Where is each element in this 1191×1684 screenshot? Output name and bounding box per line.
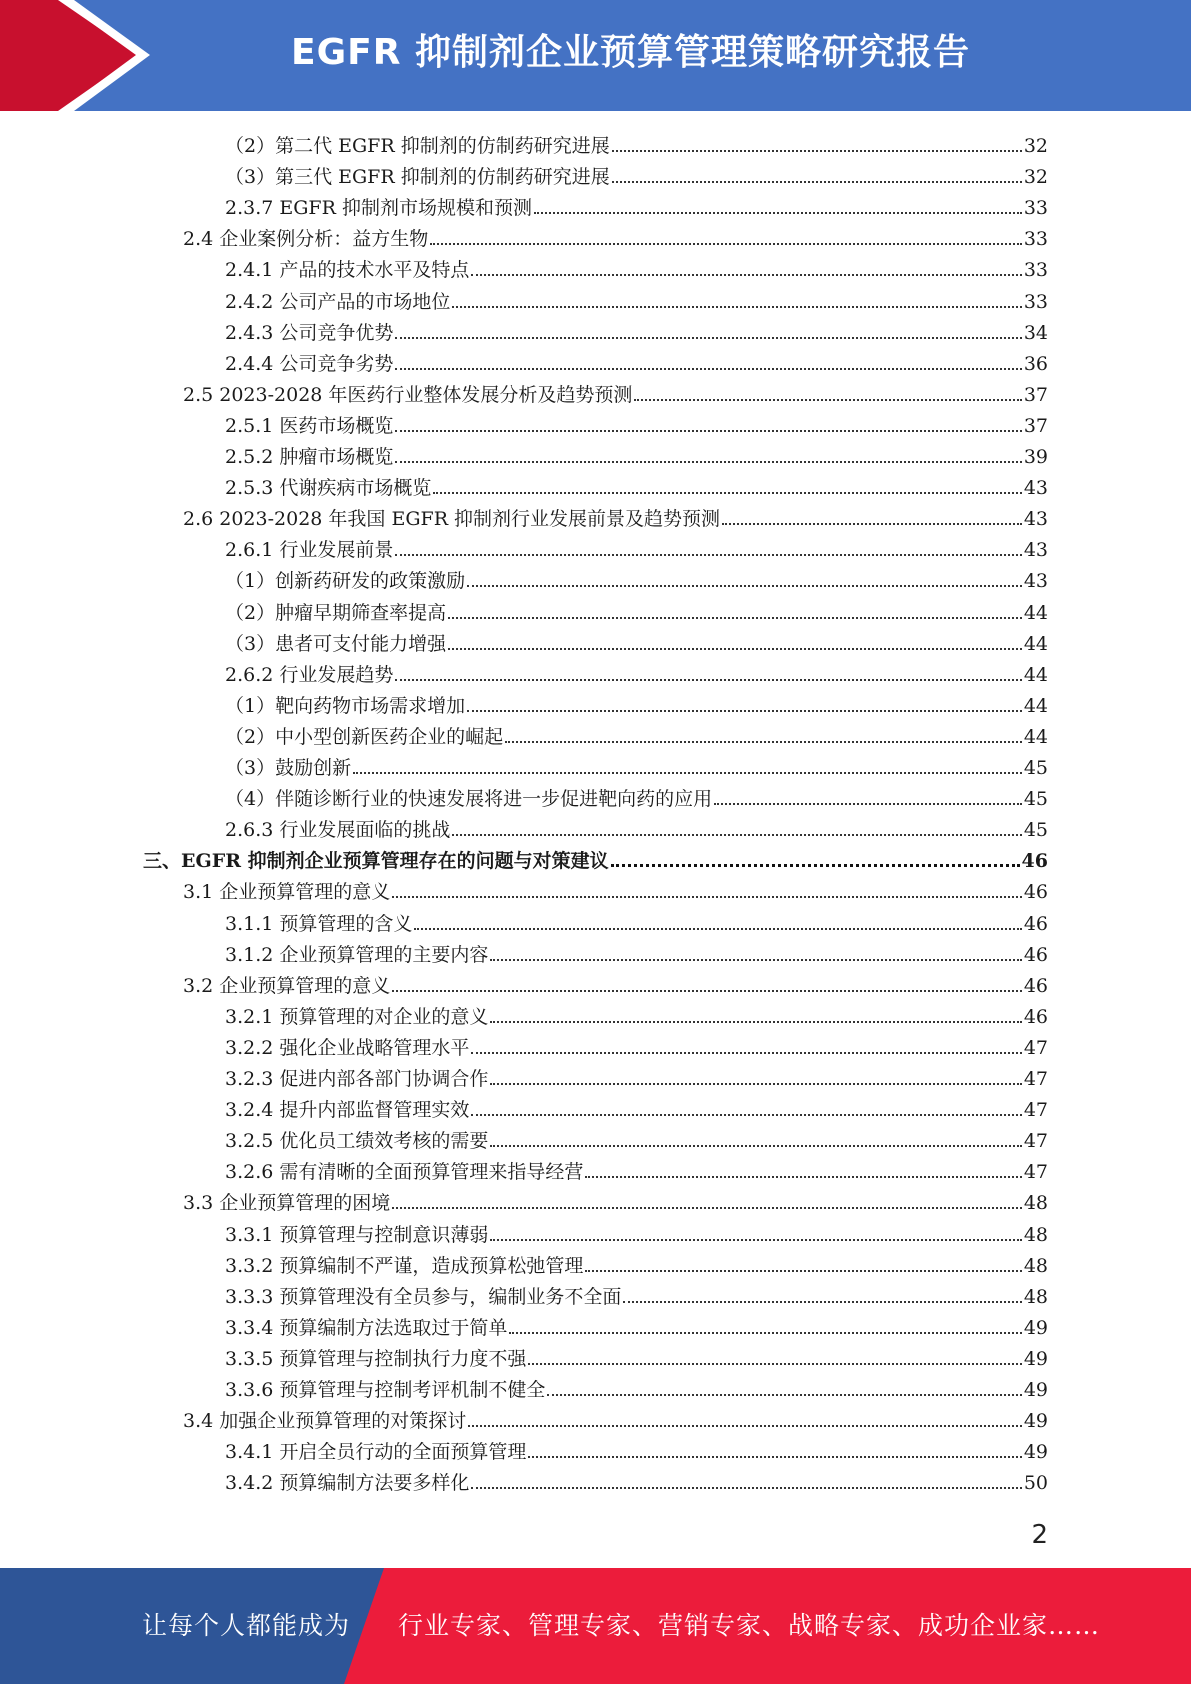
toc-entry[interactable]	[225, 1153, 1048, 1184]
toc-entry-page: 36	[1023, 352, 1048, 375]
toc-entry[interactable]	[225, 718, 1048, 749]
toc-dot-leader	[490, 1021, 1021, 1023]
toc-entry-title: 2.4.4 公司竞争劣势	[225, 352, 394, 375]
toc-dot-leader	[395, 337, 1021, 339]
toc-entry-title: （3）患者可支付能力增强	[225, 632, 447, 655]
toc-entry-page: 37	[1023, 414, 1048, 437]
toc-entry-page: 46	[1023, 943, 1048, 966]
toc-dot-leader	[467, 585, 1022, 587]
toc-entry-title: 3.4.2 预算编制方法要多样化	[225, 1472, 470, 1495]
toc-entry-page: 44	[1023, 632, 1048, 655]
toc-dot-leader	[528, 1363, 1021, 1365]
toc-entry[interactable]	[225, 407, 1048, 438]
toc-entry[interactable]	[225, 811, 1048, 842]
toc-entry-page: 43	[1023, 508, 1048, 531]
toc-entry[interactable]	[225, 251, 1048, 282]
toc-entry-page: 48	[1023, 1254, 1048, 1277]
toc-entry[interactable]	[225, 438, 1048, 469]
toc-dot-leader	[611, 864, 1020, 867]
toc-entry-title: （3）第三代 EGFR 抑制剂的仿制药研究进展	[225, 166, 610, 189]
toc-entry-page: 33	[1023, 228, 1048, 251]
toc-entry-title: 3.3.2 预算编制不严谨，造成预算松弛管理	[225, 1254, 584, 1277]
toc-entry-page: 32	[1023, 135, 1048, 157]
toc-dot-leader	[395, 679, 1021, 681]
toc-dot-leader	[612, 150, 1022, 152]
toc-entry-title: 3.3.3 预算管理没有全员参与，编制业务不全面	[225, 1285, 622, 1308]
toc-dot-leader	[490, 1083, 1021, 1085]
toc-dot-leader	[634, 399, 1021, 401]
toc-dot-leader	[414, 928, 1021, 930]
toc-entry-title: （3）鼓励创新	[225, 757, 352, 779]
toc-entry[interactable]	[225, 905, 1048, 936]
toc-entry[interactable]	[225, 594, 1048, 625]
toc-entry-page: 33	[1023, 259, 1048, 282]
toc-entry[interactable]	[225, 780, 1048, 811]
toc-entry-page: 37	[1023, 383, 1048, 406]
toc-dot-leader	[509, 1332, 1021, 1334]
toc-entry-title: 3.2 企业预算管理的意义	[183, 974, 391, 997]
toc-dot-leader	[452, 834, 1021, 836]
toc-entry-page: 46	[1023, 881, 1048, 904]
toc-dot-leader	[448, 648, 1022, 650]
toc-entry[interactable]	[225, 314, 1048, 345]
toc-entry-title: 3.3.4 预算编制方法选取过于简单	[225, 1316, 508, 1339]
toc-entry-page: 48	[1023, 1192, 1048, 1215]
toc-entry[interactable]	[225, 127, 1048, 158]
toc-entry[interactable]	[225, 189, 1048, 220]
toc-entry[interactable]	[225, 283, 1048, 314]
toc-entry-title: 三、EGFR 抑制剂企业预算管理存在的问题与对策建议	[143, 850, 609, 873]
toc-entry-title: 3.3.1 预算管理与控制意识薄弱	[225, 1223, 489, 1246]
toc-dot-leader	[534, 212, 1022, 214]
toc-entry-title: 3.4 加强企业预算管理的对策探讨	[183, 1410, 467, 1433]
toc-entry-page: 47	[1023, 1161, 1048, 1184]
toc-entry-page: 45	[1023, 757, 1048, 779]
toc-entry-title: 3.2.4 提升内部监督管理实效	[225, 1099, 470, 1122]
toc-dot-leader	[392, 990, 1022, 992]
toc-entry-title: 2.6.3 行业发展面临的挑战	[225, 819, 451, 842]
toc-entry-title: 3.1.2 企业预算管理的主要内容	[225, 943, 489, 966]
toc-entry[interactable]	[225, 1091, 1048, 1122]
toc-entry-page: 49	[1023, 1410, 1048, 1433]
toc-dot-leader	[392, 896, 1022, 898]
toc-entry-page: 47	[1023, 1130, 1048, 1153]
toc-entry-title: 3.1.1 预算管理的含义	[225, 912, 413, 935]
toc-entry-title: 2.4.3 公司竞争优势	[225, 321, 394, 344]
toc-dot-leader	[430, 243, 1022, 245]
toc-dot-leader	[490, 1239, 1021, 1241]
toc-entry[interactable]	[225, 562, 1048, 593]
toc-entry-page: 44	[1023, 694, 1048, 717]
toc-entry-title: （1）靶向药物市场需求增加	[225, 694, 466, 717]
toc-dot-leader	[452, 306, 1021, 308]
toc-dot-leader	[505, 741, 1022, 743]
toc-entry-page: 49	[1023, 1379, 1048, 1401]
toc-entry-page: 32	[1023, 166, 1048, 189]
toc-dot-leader	[722, 523, 1022, 525]
toc-entry-title: 3.3 企业预算管理的困境	[183, 1192, 391, 1215]
toc-entry-page: 46	[1021, 850, 1048, 873]
toc-entry-page: 39	[1023, 446, 1048, 468]
toc-entry[interactable]	[183, 1402, 1048, 1433]
toc-entry-page: 45	[1023, 788, 1048, 811]
toc-dot-leader	[395, 430, 1021, 432]
toc-entry-title: 3.2.1 预算管理的对企业的意义	[225, 1005, 489, 1028]
toc-entry-page: 33	[1023, 197, 1048, 220]
toc-entry[interactable]	[225, 531, 1048, 562]
toc-entry-title: 3.2.5 优化员工绩效考核的需要	[225, 1130, 489, 1153]
toc-entry-title: （1）创新药研发的政策激励	[225, 570, 466, 593]
toc-entry[interactable]	[225, 1433, 1048, 1464]
toc-entry-title: 2.6.2 行业发展趋势	[225, 663, 394, 686]
toc-entry-page: 46	[1023, 1005, 1048, 1028]
toc-entry-title: 2.4.1 产品的技术水平及特点	[225, 259, 470, 282]
toc-entry-page: 45	[1023, 819, 1048, 842]
toc-entry[interactable]	[225, 656, 1048, 687]
toc-entry-title: 2.5.2 肿瘤市场概览	[225, 446, 394, 468]
toc-entry[interactable]	[225, 1247, 1048, 1278]
toc-entry-title: 2.5.3 代谢疾病市场概览	[225, 477, 432, 500]
toc-entry-page: 33	[1023, 290, 1048, 313]
toc-entry-title: 3.1 企业预算管理的意义	[183, 881, 391, 904]
toc-entry-title: 3.2.6 需有清晰的全面预算管理来指导经营	[225, 1161, 584, 1184]
toc-dot-leader	[471, 1487, 1021, 1489]
toc-dot-leader	[395, 554, 1021, 556]
toc-entry-page: 43	[1023, 477, 1048, 500]
toc-entry[interactable]	[143, 842, 1048, 873]
toc-entry-page: 49	[1023, 1316, 1048, 1339]
toc-dot-leader	[612, 181, 1022, 183]
toc-entry-page: 46	[1023, 974, 1048, 997]
toc-entry-page: 48	[1023, 1223, 1048, 1246]
toc-dot-leader	[623, 1301, 1021, 1303]
toc-entry-title: 2.6.1 行业发展前景	[225, 539, 394, 562]
toc-entry[interactable]	[225, 998, 1048, 1029]
toc-dot-leader	[471, 1114, 1021, 1116]
toc-dot-leader	[353, 772, 1022, 774]
toc-entry[interactable]	[225, 1122, 1048, 1153]
toc-dot-leader	[467, 710, 1022, 712]
toc-entry-title: 3.2.3 促进内部各部门协调合作	[225, 1068, 489, 1090]
toc-entry-page: 47	[1023, 1068, 1048, 1090]
toc-dot-leader	[585, 1176, 1021, 1178]
toc-entry[interactable]	[225, 158, 1048, 189]
toc-entry[interactable]	[183, 500, 1048, 531]
toc-entry-page: 44	[1023, 601, 1048, 624]
toc-entry[interactable]	[225, 469, 1048, 500]
toc-dot-leader	[547, 1394, 1021, 1396]
toc-entry[interactable]	[225, 1216, 1048, 1247]
toc-entry-page: 43	[1023, 539, 1048, 562]
toc-dot-leader	[471, 1052, 1021, 1054]
toc-entry[interactable]	[183, 1184, 1048, 1215]
toc-entry-page: 43	[1023, 570, 1048, 593]
toc-entry[interactable]	[225, 1371, 1048, 1402]
toc-dot-leader	[468, 1425, 1022, 1427]
toc-entry-title: 3.3.5 预算管理与控制执行力度不强	[225, 1347, 527, 1370]
toc-dot-leader	[395, 368, 1021, 370]
toc-entry-title: （2）肿瘤早期筛查率提高	[225, 601, 447, 624]
toc-entry[interactable]	[225, 1340, 1048, 1371]
toc-dot-leader	[490, 959, 1021, 961]
toc-entry-page: 44	[1023, 725, 1048, 748]
toc-entry[interactable]	[225, 1464, 1048, 1495]
toc-entry-title: （4）伴随诊断行业的快速发展将进一步促进靶向药的应用	[225, 788, 713, 811]
toc-entry-page: 49	[1023, 1347, 1048, 1370]
toc-entry-title: 3.2.2 强化企业战略管理水平	[225, 1036, 470, 1059]
toc-entry[interactable]	[225, 1060, 1048, 1091]
toc-dot-leader	[433, 492, 1021, 494]
toc-entry[interactable]	[225, 625, 1048, 656]
toc-entry[interactable]	[225, 687, 1048, 718]
toc-dot-leader	[392, 1207, 1022, 1209]
toc-entry-title: 2.4.2 公司产品的市场地位	[225, 290, 451, 313]
report-title: EGFR 抑制剂企业预算管理策略研究报告	[291, 32, 970, 73]
toc-entry[interactable]	[225, 1278, 1048, 1309]
toc-dot-leader	[585, 1270, 1021, 1272]
toc-entry-title: （2）第二代 EGFR 抑制剂的仿制药研究进展	[225, 135, 610, 157]
toc-entry-page: 49	[1023, 1441, 1048, 1464]
toc-entry-title: 3.3.6 预算管理与控制考评机制不健全	[225, 1379, 546, 1401]
toc-entry-page: 46	[1023, 912, 1048, 935]
footer-slogan-left: 让每个人都能成为	[142, 1611, 351, 1640]
toc-entry-title: （2）中小型创新医药企业的崛起	[225, 725, 504, 748]
toc-entry[interactable]	[225, 1029, 1048, 1060]
toc-dot-leader	[528, 1456, 1021, 1458]
toc-entry[interactable]	[183, 376, 1048, 407]
toc-dot-leader	[714, 803, 1022, 805]
toc-entry-page: 47	[1023, 1036, 1048, 1059]
toc-dot-leader	[490, 1145, 1021, 1147]
toc-dot-leader	[395, 461, 1021, 463]
toc-entry-page: 34	[1023, 321, 1048, 344]
page-header	[0, 0, 1191, 111]
toc-entry[interactable]	[183, 220, 1048, 251]
toc-entry-title: 2.3.7 EGFR 抑制剂市场规模和预测	[225, 197, 532, 220]
toc-entry-page: 50	[1023, 1472, 1048, 1495]
page-number: 2	[1031, 1520, 1048, 1550]
toc-entry[interactable]	[225, 936, 1048, 967]
toc-entry[interactable]	[225, 345, 1048, 376]
page-footer	[0, 1568, 1191, 1684]
toc-entry-title: 2.6 2023-2028 年我国 EGFR 抑制剂行业发展前景及趋势预测	[183, 508, 721, 531]
footer-slogan-right: 行业专家、管理专家、营销专家、战略专家、成功企业家……	[398, 1611, 1101, 1640]
toc-entry[interactable]	[225, 749, 1048, 780]
toc-dot-leader	[471, 274, 1021, 276]
toc-entry-page: 48	[1023, 1285, 1048, 1308]
toc-entry-page: 44	[1023, 663, 1048, 686]
toc-entry-title: 3.4.1 开启全员行动的全面预算管理	[225, 1441, 527, 1464]
toc-entry-title: 2.5.1 医药市场概览	[225, 414, 394, 437]
toc-entry-title: 2.4 企业案例分析：益方生物	[183, 228, 429, 251]
toc-entry[interactable]	[183, 967, 1048, 998]
toc-entry-page: 47	[1023, 1099, 1048, 1122]
toc-entry[interactable]	[225, 1309, 1048, 1340]
toc-entry-title: 2.5 2023-2028 年医药行业整体发展分析及趋势预测	[183, 383, 633, 406]
toc-dot-leader	[448, 617, 1022, 619]
toc-entry[interactable]	[183, 873, 1048, 904]
